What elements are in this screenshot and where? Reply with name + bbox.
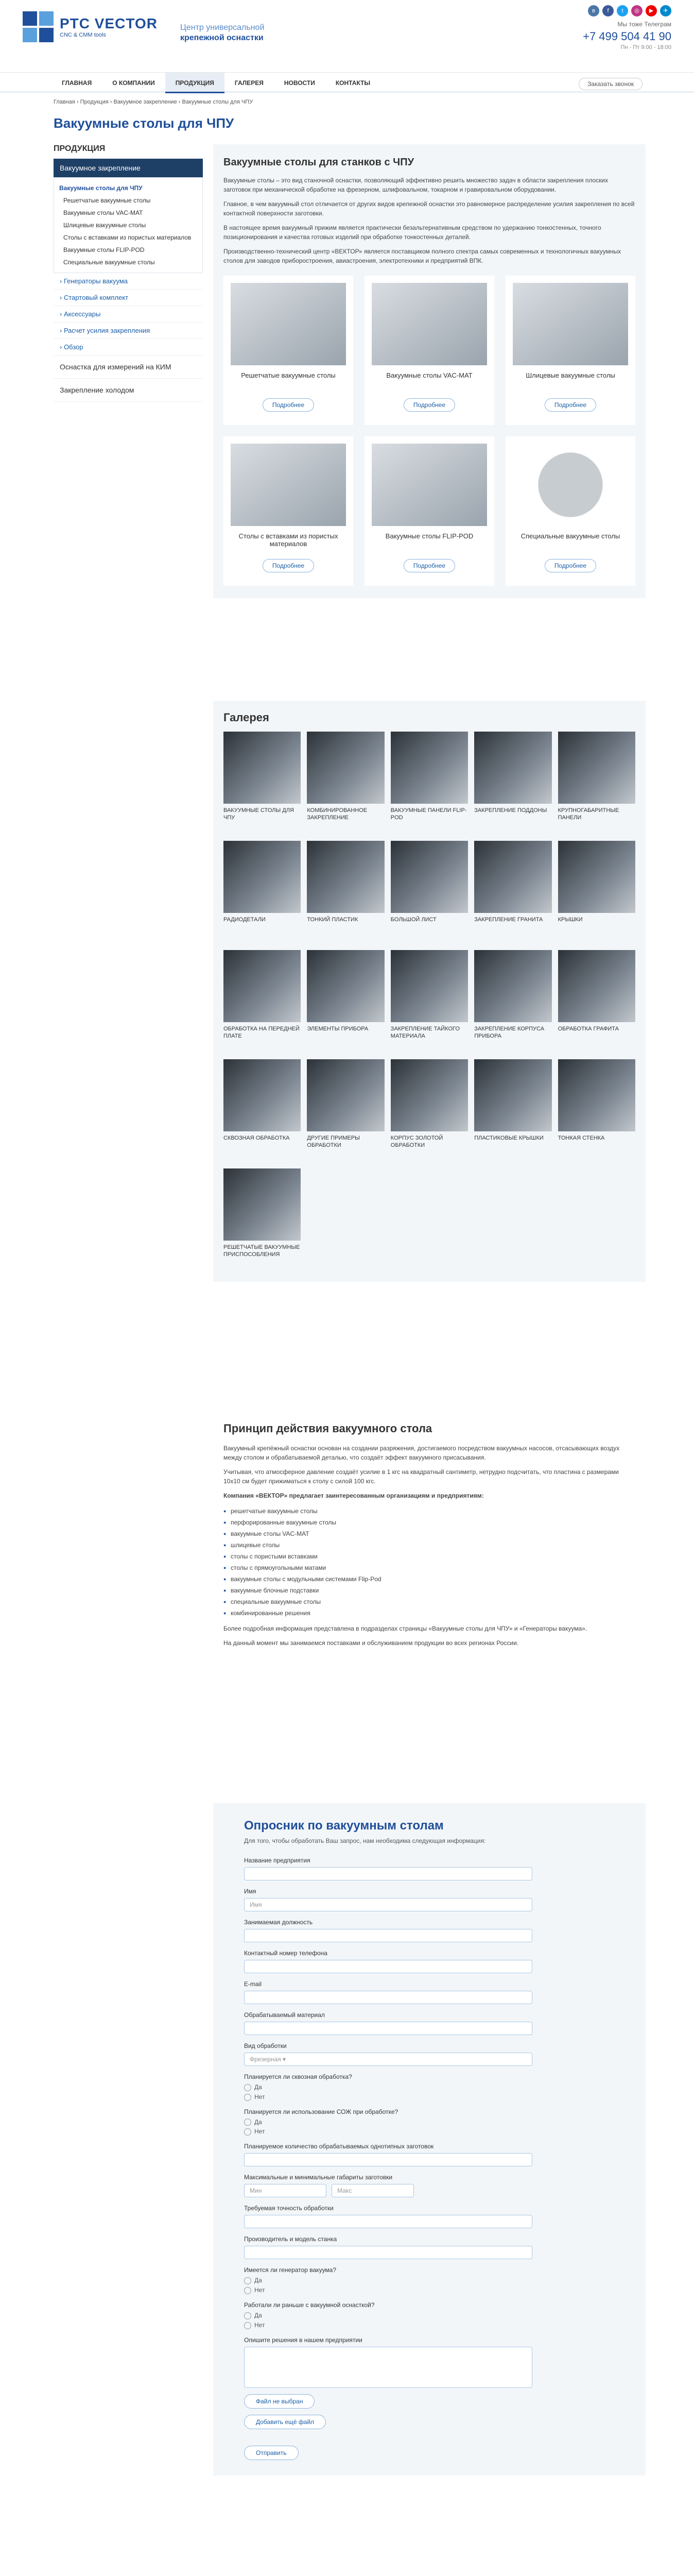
details-button[interactable]: Подробнее: [404, 559, 455, 572]
sidebar-sub-item[interactable]: Решетчатые вакуумные столы: [63, 197, 151, 204]
gallery-item[interactable]: [307, 1059, 384, 1162]
gallery-item[interactable]: [558, 841, 635, 944]
form-label: Вид обработки: [244, 2042, 287, 2049]
description-textarea[interactable]: [244, 2347, 532, 2388]
gallery-caption: ОБРАБОТКА НА ПЕРЕДНЕЙ ПЛАТЕ: [223, 1026, 300, 1039]
gallery-caption: БОЛЬШОЙ ЛИСТ: [390, 917, 437, 923]
gallery-caption: ЗАКРЕПЛЕНИЕ ГРАНИТА: [474, 917, 543, 923]
gallery-item[interactable]: [391, 1059, 468, 1162]
twitter-icon[interactable]: t: [617, 5, 628, 16]
form-label: Планируется ли сквозная обработка?: [244, 2073, 352, 2080]
radio-no[interactable]: Нет: [244, 2321, 615, 2329]
details-button[interactable]: Подробнее: [545, 559, 596, 572]
gallery-image[interactable]: [474, 950, 551, 1022]
nav-item[interactable]: НОВОСТИ: [284, 79, 315, 87]
sidebar-sub-item[interactable]: Вакуумные столы FLIP-POD: [63, 246, 145, 253]
form-input[interactable]: [244, 1991, 532, 2004]
radio-no[interactable]: Нет: [244, 2128, 615, 2136]
form-input[interactable]: [244, 2153, 532, 2166]
product-label: Вакуумные столы FLIP-POD: [385, 532, 474, 540]
gallery-caption: ТОНКАЯ СТЕНКА: [558, 1135, 605, 1141]
facebook-icon[interactable]: f: [602, 5, 614, 16]
telegram-link[interactable]: Мы тоже Телеграм: [617, 21, 671, 28]
product-image: [231, 283, 346, 365]
details-button[interactable]: Подробнее: [404, 398, 455, 412]
gallery-image[interactable]: [223, 841, 301, 913]
gallery-caption: ЗАКРЕПЛЕНИЕ ТАЙКОГО МАТЕРИАЛА: [390, 1026, 460, 1039]
gallery-image[interactable]: [391, 841, 468, 913]
radio-no[interactable]: Нет: [244, 2093, 615, 2101]
product-label: Шлицевые вакуумные столы: [526, 371, 615, 379]
processing-select[interactable]: Фрезерная ▾: [244, 2053, 532, 2066]
gallery-caption: КРУПНОГАБАРИТНЫЕ ПАНЕЛИ: [558, 807, 619, 821]
questionnaire-form: [213, 1803, 646, 2476]
gallery-item[interactable]: [223, 1059, 301, 1162]
form-label: Имя: [244, 1888, 256, 1895]
form-label: Максимальные и минимальные габариты заготовки: [244, 2174, 393, 2181]
sidebar-group[interactable]: › Генераторы вакуума: [54, 273, 203, 290]
upload-button[interactable]: Файл не выбран: [244, 2394, 315, 2409]
gallery-item[interactable]: [474, 732, 551, 835]
slogan: Центр универсальной крепежной оснастки: [180, 23, 265, 42]
sidebar-sub-item[interactable]: Столы с вставками из пористых материалов: [63, 234, 192, 241]
gallery-image[interactable]: [558, 950, 635, 1022]
telegram-icon[interactable]: ✈: [660, 5, 671, 16]
gallery-image[interactable]: [223, 1168, 301, 1241]
gallery-item[interactable]: [391, 950, 468, 1053]
header: [0, 0, 694, 72]
gallery-image[interactable]: [307, 732, 384, 804]
form-note: Для того, чтобы обработать Ваш запрос, нам необходима следующая информация:: [244, 1837, 486, 1844]
gallery-image[interactable]: [474, 732, 551, 804]
radio-yes[interactable]: Да: [244, 2312, 615, 2319]
radio-yes[interactable]: Да: [244, 2119, 615, 2126]
radio-yes[interactable]: Да: [244, 2083, 615, 2091]
form-label: Планируется ли использование СОЖ при обработке?: [244, 2108, 398, 2115]
logo-sub: CNC & CMM tools: [60, 32, 106, 38]
gallery-item[interactable]: [223, 732, 301, 835]
logo[interactable]: [23, 11, 158, 42]
gallery-item[interactable]: [307, 841, 384, 944]
form-input[interactable]: [244, 1929, 532, 1942]
gallery-image[interactable]: [558, 1059, 635, 1131]
product-image: [231, 444, 346, 526]
form-input[interactable]: [244, 2246, 532, 2259]
gallery-image[interactable]: [223, 950, 301, 1022]
nav-item[interactable]: О КОМПАНИИ: [112, 79, 155, 87]
gallery-item[interactable]: [391, 841, 468, 944]
gallery-item[interactable]: [307, 950, 384, 1053]
gallery-item[interactable]: [223, 950, 301, 1053]
details-button[interactable]: Подробнее: [263, 398, 314, 412]
gallery-caption: ЭЛЕМЕНТЫ ПРИБОРА: [307, 1026, 369, 1032]
gallery-item[interactable]: [558, 950, 635, 1053]
min-input[interactable]: Мин: [244, 2184, 326, 2197]
sidebar-sub-item[interactable]: Вакуумные столы VAC-MAT: [63, 209, 143, 216]
youtube-icon[interactable]: ▶: [646, 5, 657, 16]
principle-list-item: ● вакуумные столы с модульными системами Flip-Pod: [223, 1573, 635, 1585]
product-image: [372, 444, 487, 526]
callback-button[interactable]: Заказать звонок: [579, 78, 643, 90]
gallery-caption: ВАКУУМНЫЕ ПАНЕЛИ FLIP-POD: [390, 807, 467, 821]
form-input[interactable]: [244, 2022, 532, 2035]
sidebar: [54, 144, 203, 402]
principle-lead: Компания «ВЕКТОР» предлагает заинтересованным организациям и предприятиям:: [223, 1492, 484, 1499]
form-label: Название предприятия: [244, 1857, 310, 1864]
product-image: [513, 444, 628, 526]
principle-list-item: ● шлицевые столы: [223, 1539, 635, 1551]
submit-button[interactable]: Отправить: [244, 2446, 299, 2460]
product-card[interactable]: [365, 436, 494, 586]
gallery-item[interactable]: [474, 841, 551, 944]
form-label: Работали ли раньше с вакуумной оснасткой?: [244, 2301, 375, 2309]
nav-item[interactable]: ПРОДУКЦИЯ: [165, 73, 224, 93]
gallery-image[interactable]: [474, 841, 551, 913]
sidebar-heading: ПРОДУКЦИЯ: [54, 144, 106, 153]
gallery-image[interactable]: [307, 841, 384, 913]
gallery-item[interactable]: [474, 1059, 551, 1162]
form-input[interactable]: [244, 1867, 532, 1880]
form-label: E-mail: [244, 1980, 262, 1988]
product-card[interactable]: [506, 276, 635, 425]
gallery-caption: ВАКУУМНЫЕ СТОЛЫ ДЛЯ ЧПУ: [223, 807, 294, 821]
gallery-item[interactable]: [223, 1168, 301, 1272]
principle-p3: Более подробная информация представлена в подразделах страницы «Вакуумные столы для ЧПУ» и «Генераторы вакуума».: [223, 1625, 587, 1632]
product-card[interactable]: [223, 436, 353, 586]
gallery-item[interactable]: [474, 950, 551, 1053]
form-label: Занимаемая должность: [244, 1919, 313, 1926]
gallery-image[interactable]: [474, 1059, 551, 1131]
form-input[interactable]: [244, 1960, 532, 1973]
principle-list-item: ● столы с прямоугольными матами: [223, 1562, 635, 1573]
principle-title: Принцип действия вакуумного стола: [223, 1422, 432, 1435]
form-input[interactable]: [244, 2215, 532, 2228]
gallery-item[interactable]: [558, 1059, 635, 1162]
form-label: Имеется ли генератор вакуума?: [244, 2266, 337, 2274]
principle-p2: Учитывая, что атмосферное давление создаёт усилие в 1 кгс на квадратный сантиметр, нетрудно подсчитать, что пластина с размерами 10х10 см будет прижиматься к столу с силой 100 кгс.: [223, 1468, 619, 1485]
main-nav: [0, 72, 694, 93]
nav-item[interactable]: ГЛАВНАЯ: [62, 79, 92, 87]
gallery-item[interactable]: [391, 732, 468, 835]
sidebar-section[interactable]: Закрепление холодом: [54, 379, 203, 402]
gallery-caption: КОМБИНИРОВАННОЕ ЗАКРЕПЛЕНИЕ: [307, 807, 368, 821]
form-title: Опросник по вакуумным столам: [244, 1819, 444, 1833]
form-label: Обрабатываемый материал: [244, 2011, 325, 2019]
max-input[interactable]: Макс: [332, 2184, 414, 2197]
product-label: Вакуумные столы VAC-MAT: [386, 371, 473, 379]
sidebar-current[interactable]: Вакуумное закрепление: [54, 159, 203, 177]
gallery-caption: КОРПУС ЗОЛОТОЙ ОБРАБОТКИ: [390, 1135, 443, 1148]
principle-list-item: ● решетчатые вакуумные столы: [223, 1505, 635, 1517]
logo-icon: [23, 11, 54, 42]
principle-list-item: ● специальные вакуумные столы: [223, 1596, 635, 1607]
logo-name: PTC VECTOR: [60, 15, 158, 31]
content-paragraph: Вакуумные столы – это вид станочной оснастки, позволяющий эффективно решить множество задач в области закрепления плоских заготовок при механической обработке на фрезерном, шлифовальном, токарном и гравировальном оборудовании.: [223, 177, 609, 193]
gallery-image[interactable]: [391, 950, 468, 1022]
name-input[interactable]: Имя: [244, 1898, 532, 1911]
gallery-item[interactable]: [558, 732, 635, 835]
header-contacts: [553, 5, 671, 50]
gallery-image[interactable]: [307, 1059, 384, 1131]
gallery-image[interactable]: [558, 732, 635, 804]
sidebar-sub-head[interactable]: Вакуумные столы для ЧПУ: [59, 184, 143, 192]
gallery-caption: РЕШЕТЧАТЫЕ ВАКУУМНЫЕ ПРИСПОСОБЛЕНИЯ: [223, 1244, 300, 1258]
gallery-caption: КРЫШКИ: [558, 917, 583, 923]
gallery-item[interactable]: [307, 732, 384, 835]
gallery-item[interactable]: [223, 841, 301, 944]
header-phone[interactable]: +7 499 504 41 90: [583, 30, 671, 43]
intro-content: [213, 144, 646, 598]
vk-icon[interactable]: в: [588, 5, 599, 16]
add-file-button[interactable]: Добавить ещё файл: [244, 2415, 326, 2429]
gallery-caption: ЗАКРЕПЛЕНИЕ КОРПУСА ПРИБОРА: [474, 1026, 545, 1039]
sidebar-sub-item[interactable]: Шлицевые вакуумные столы: [63, 222, 146, 229]
product-label: Специальные вакуумные столы: [520, 532, 620, 540]
principle-list-item: ● вакуумные столы VAC-MAT: [223, 1528, 635, 1539]
sidebar-group[interactable]: › Аксессуары: [54, 306, 203, 323]
radio-yes[interactable]: Да: [244, 2277, 615, 2284]
gallery-image[interactable]: [558, 841, 635, 913]
form-label: Планируемое количество обрабатываемых однотипных заготовок: [244, 2143, 434, 2150]
sidebar-section[interactable]: Оснастка для измерений на КИМ: [54, 355, 203, 379]
principle-p1: Вакуумный крепёжный оснастки основан на создании разряжения, достигаемого посредством вакуумных насосов, отсасывающих воздух между столом и обрабатываемой деталью, что создаёт эффект вакуумного присасывания.: [223, 1445, 620, 1461]
gallery-image[interactable]: [307, 950, 384, 1022]
gallery-image[interactable]: [391, 732, 468, 804]
product-card[interactable]: [223, 276, 353, 425]
form-label: Контактный номер телефона: [244, 1950, 327, 1957]
sidebar-sub-item[interactable]: Специальные вакуумные столы: [63, 259, 155, 266]
content-paragraph: Главное, в чем вакуумный стол отличается от других видов крепежной оснастки это равномерное распределение усилия закрепления по всей контактной поверхности заготовки.: [223, 200, 635, 217]
gallery-caption: ПЛАСТИКОВЫЕ КРЫШКИ: [474, 1135, 544, 1141]
principle-p4: На данный момент мы занимаемся поставками и обслуживанием продукции во всех регионах России.: [223, 1639, 519, 1647]
sidebar-group[interactable]: › Обзор: [54, 339, 203, 355]
sidebar-group[interactable]: › Расчет усилия закрепления: [54, 323, 203, 339]
principle-list-item: ● перфорированные вакуумные столы: [223, 1517, 635, 1528]
gallery-title: Галерея: [223, 711, 269, 724]
breadcrumb[interactable]: Главная › Продукция › Вакуумное закрепление › Вакуумные столы для ЧПУ: [54, 99, 253, 105]
principle-list-item: ● комбинированные решения: [223, 1607, 635, 1619]
content-paragraph: В настоящее время вакуумный прижим является практически безальтернативным средством по удержанию тонкостенных, точного позиционирования и качества готовых изделий при обработке тонкостенных деталей.: [223, 224, 601, 241]
gallery-caption: ДРУГИЕ ПРИМЕРЫ ОБРАБОТКИ: [307, 1135, 360, 1148]
product-image: [372, 283, 487, 365]
page-title: Вакуумные столы для ЧПУ: [54, 115, 234, 131]
gallery: [213, 701, 646, 1282]
product-card[interactable]: [506, 436, 635, 586]
gallery-caption: ТОНКИЙ ПЛАСТИК: [307, 917, 358, 923]
details-button[interactable]: Подробнее: [545, 398, 596, 412]
gallery-image[interactable]: [223, 732, 301, 804]
product-label: Решетчатые вакуумные столы: [241, 371, 336, 379]
nav-item[interactable]: КОНТАКТЫ: [335, 79, 371, 87]
principle-list-item: ● столы с пористыми вставками: [223, 1551, 635, 1562]
content-title: Вакуумные столы для станков с ЧПУ: [223, 157, 414, 168]
product-card[interactable]: [365, 276, 494, 425]
radio-no[interactable]: Нет: [244, 2286, 615, 2294]
content-paragraph: Производственно-технический центр «ВЕКТОР» является поставщиком полного спектра самых современных и технологичных вакуумных столов для заводов приборостроения, авиастроения, электротехники и предприятий ВПК.: [223, 248, 621, 264]
form-label: Опишите решения в нашем предприятии: [244, 2336, 362, 2344]
product-image: [513, 283, 628, 365]
gallery-caption: РАДИОДЕТАЛИ: [223, 917, 266, 923]
sidebar-group[interactable]: › Стартовый комплект: [54, 290, 203, 306]
product-label: Столы с вставками из пористых материалов: [238, 532, 338, 548]
principle-section: [213, 1422, 646, 1653]
gallery-image[interactable]: [223, 1059, 301, 1131]
instagram-icon[interactable]: ◎: [631, 5, 643, 16]
principle-list-item: ● вакуумные блочные подставки: [223, 1585, 635, 1596]
gallery-caption: СКВОЗНАЯ ОБРАБОТКА: [223, 1135, 290, 1141]
work-hours: Пн - Пт 9:00 - 18:00: [620, 44, 671, 50]
nav-item[interactable]: ГАЛЕРЕЯ: [234, 79, 264, 87]
form-label: Производитель и модель станка: [244, 2235, 337, 2243]
gallery-caption: ЗАКРЕПЛЕНИЕ ПОДДОНЫ: [474, 807, 547, 814]
social-links: [553, 5, 671, 16]
gallery-caption: ОБРАБОТКА ГРАФИТА: [558, 1026, 619, 1032]
form-label: Требуемая точность обработки: [244, 2205, 334, 2212]
details-button[interactable]: Подробнее: [263, 559, 314, 572]
gallery-image[interactable]: [391, 1059, 468, 1131]
